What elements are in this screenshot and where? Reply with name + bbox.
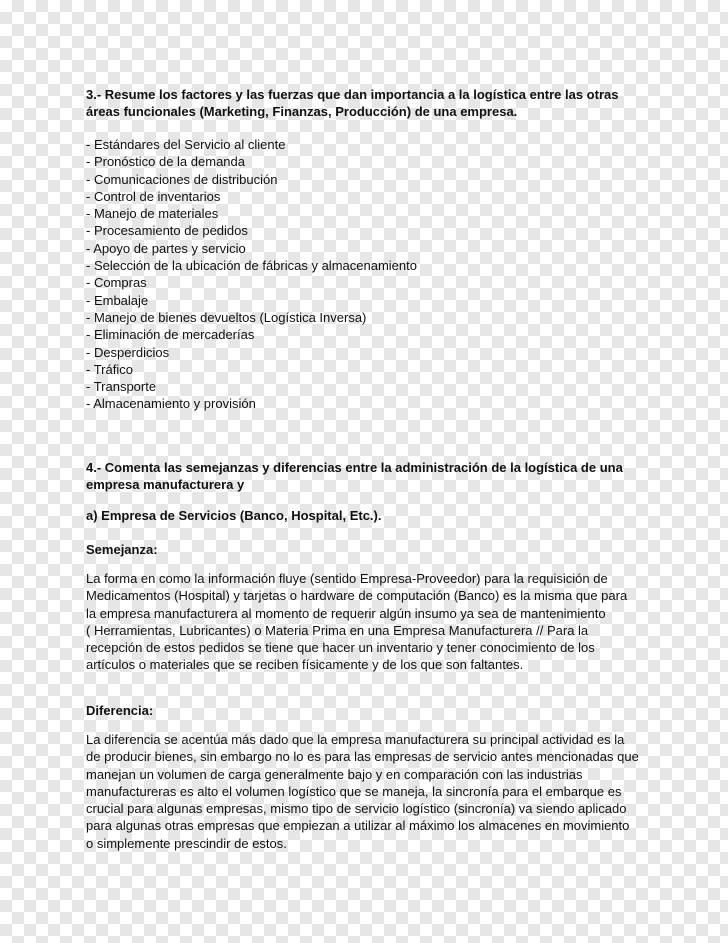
paragraph-line: para algunas otras empresas que empiezan a utilizar al máximo los almacenes en movimiento — [86, 818, 630, 834]
list-item: - Manejo de bienes devueltos (Logística Inversa) — [86, 309, 367, 325]
section-4-heading-line-2: empresa manufacturera y — [86, 477, 245, 493]
list-item: - Comunicaciones de distribución — [86, 171, 278, 187]
paragraph-line: de producir bienes, sin embargo no lo es para las empresas de servicio antes mencionadas que — [86, 749, 639, 765]
section-4-heading — [86, 459, 646, 494]
diferencia-paragraph — [86, 731, 644, 852]
list-item: - Tráfico — [86, 361, 133, 377]
section-3-heading-line-2: áreas funcionales (Marketing, Finanzas, Producción) de una empresa. — [86, 104, 518, 120]
paragraph-line: crucial para algunas empresas, mismo tipo de servicio logístico (sincronía) va siendo aplicado — [86, 801, 627, 817]
paragraph-line: recepción de estos pedidos se tiene que hacer un inventario y tener conocimiento de los — [86, 640, 595, 656]
list-item: - Eliminación de mercaderías — [86, 327, 255, 343]
section-3-heading-line-1: 3.- Resume los factores y las fuerzas que dan importancia a la logística entre las otras — [86, 87, 619, 102]
list-item: - Selección de la ubicación de fábricas y almacenamiento — [86, 258, 417, 274]
diferencia-heading: Diferencia: — [86, 703, 154, 718]
list-item: - Compras — [86, 275, 147, 291]
list-item: - Estándares del Servicio al cliente — [86, 137, 286, 152]
list-item: - Transporte — [86, 379, 157, 395]
section-3-heading — [86, 86, 646, 121]
paragraph-line: manufactureras es alto el volumen logístico que se maneja, la sincronía para el embarque es — [86, 783, 622, 799]
paragraph-line: La forma en como la información fluye (sentido Empresa-Proveedor) para la requisición de — [86, 571, 608, 586]
logistics-factors-list — [86, 136, 417, 413]
list-item: - Embalaje — [86, 292, 149, 308]
list-item: - Procesamiento de pedidos — [86, 223, 248, 239]
list-item: - Manejo de materiales — [86, 206, 219, 222]
semejanza-paragraph — [86, 570, 644, 674]
paragraph-line: la empresa manufacturera al momento de requerir algún insumo ya sea de mantenimiento — [86, 605, 606, 621]
section-4-subtitle: a) Empresa de Servicios (Banco, Hospital, Etc.). — [86, 508, 382, 523]
paragraph-line: ( Herramientas, Lubricantes) o Materia Prima en una Empresa Manufacturera // Para la — [86, 622, 589, 638]
paragraph-line: o simplemente prescindir de estos. — [86, 835, 287, 851]
paragraph-line: La diferencia se acentúa más dado que la empresa manufacturera su principal actividad es la — [86, 732, 625, 747]
list-item: - Almacenamiento y provisión — [86, 396, 256, 412]
list-item: - Apoyo de partes y servicio — [86, 240, 246, 256]
paragraph-line: Medicamentos (Hospital) y tarjetas o hardware de computación (Banco) es la misma que para — [86, 588, 628, 604]
section-4-heading-line-1: 4.- Comenta las semejanzas y diferencias entre la administración de la logística de una — [86, 460, 623, 475]
list-item: - Pronóstico de la demanda — [86, 154, 245, 170]
paragraph-line: manejan un volumen de carga generalmente bajo y en comparación con las industrias — [86, 766, 583, 782]
list-item: - Control de inventarios — [86, 188, 221, 204]
semejanza-heading: Semejanza: — [86, 542, 158, 557]
paragraph-line: artículos o materiales que se reciben físicamente y de los que son faltantes. — [86, 657, 524, 673]
list-item: - Desperdicios — [86, 344, 170, 360]
